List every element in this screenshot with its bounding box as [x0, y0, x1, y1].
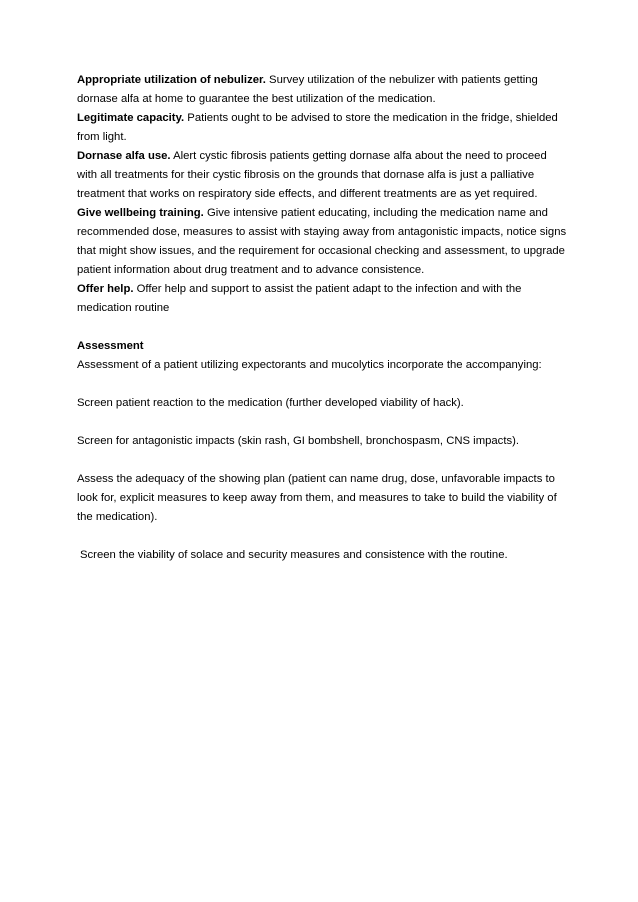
assessment-item-2: Screen for antagonistic impacts (skin rash, GI bombshell, bronchospasm, CNS impacts).	[77, 435, 520, 447]
storage-paragraph	[77, 109, 567, 147]
assessment-heading: Assessment	[77, 340, 144, 352]
nebulizer-paragraph	[77, 71, 567, 109]
storage-title: Legitimate capacity.	[77, 112, 185, 124]
assessment-item-3: Assess the adequacy of the showing plan (patient can name drug, dose, unfavorable impacts to look for, explicit measures to keep away from them, and measures to take to build the viability of the medication).	[77, 473, 557, 523]
training-text: Give intensive patient educating, including the medication name and recommended dose, measures to assist with staying away from antagonistic impacts, notice signs that might show issues, and the requirement for occasional checking and assessment, to upgrade patient information about drug treatment and to advance consistence.	[77, 207, 567, 276]
storage-text: Patients ought to be advised to store the medication in the fridge, shielded from light.	[77, 112, 558, 143]
nebulizer-title: Appropriate utilization of nebulizer.	[77, 74, 266, 86]
assessment-item-4: Screen the viability of solace and security measures and consistence with the routine.	[80, 549, 508, 561]
assessment-item-1: Screen patient reaction to the medication (further developed viability of hack).	[77, 397, 464, 409]
help-text: Offer help and support to assist the patient adapt to the infection and with the medication routine	[77, 283, 522, 314]
nebulizer-text: Survey utilization of the nebulizer with patients getting dornase alfa at home to guarantee the best utilization of the medication.	[77, 74, 538, 105]
help-title: Offer help.	[77, 283, 134, 295]
dornase-text: Alert cystic fibrosis patients getting dornase alfa about the need to proceed with all treatments for their cystic fibrosis on the grounds that dornase alfa is just a palliative treatment that works on respiratory side effects, and different treatments are as yet required.	[77, 150, 547, 200]
dornase-title: Dornase alfa use.	[77, 150, 171, 162]
training-title: Give wellbeing training.	[77, 207, 204, 219]
document-page	[77, 71, 567, 565]
training-paragraph	[77, 204, 567, 280]
dornase-paragraph	[77, 147, 567, 204]
assessment-intro: Assessment of a patient utilizing expectorants and mucolytics incorporate the accompanying:	[77, 359, 542, 371]
help-paragraph	[77, 280, 567, 318]
